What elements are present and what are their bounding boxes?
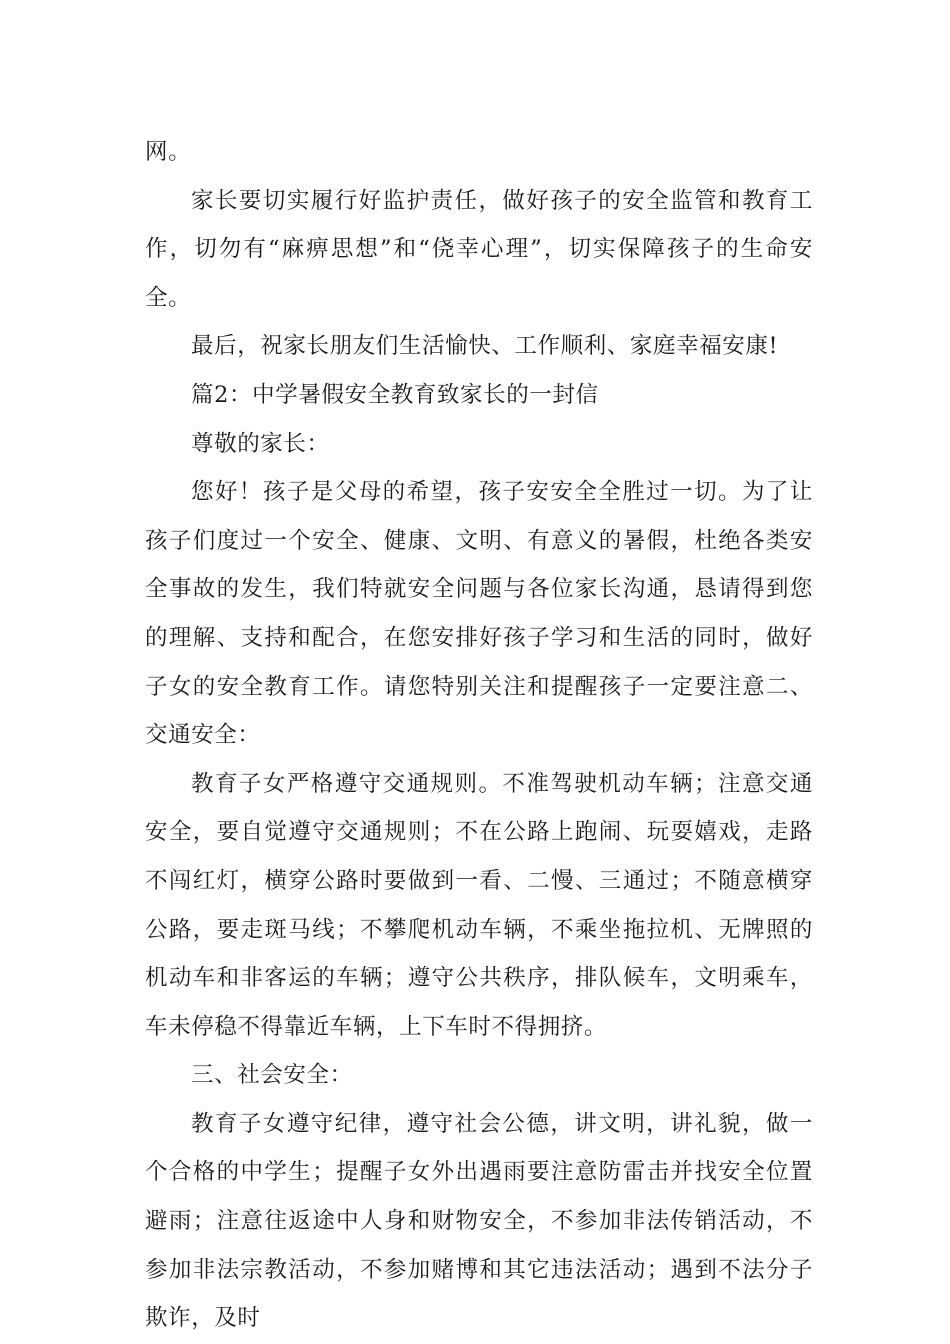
paragraph-greeting: 您好！孩子是父母的希望，孩子安安全全胜过一切。为了让孩子们度过一个安全、健康、文明、有意义的暑假，杜绝各类安全事故的发生，我们特就安全问题与各位家长沟通，恳请得到您的理解、支持和配合，在您安排好孩子学习和生活的同时，做好子女的安全教育工作。请您特别关注和提醒孩子一定要注意二、交通安全： — [145, 479, 813, 749]
paragraph-traffic-safety: 教育子女严格遵守交通规则。不准驾驶机动车辆；注意交通安全，要自觉遵守交通规则；不在公路上跑闹、玩耍嬉戏，走路不闯红灯，横穿公路时要做到一看、二慢、三通过；不随意横穿公路，要走斑马线；不攀爬机动车辆，不乘坐拖拉机、无牌照的机动车和非客运的车辆；遵守公共秩序，排队候车，文明乘车，车未停稳不得靠近车辆，上下车时不得拥挤。 — [145, 770, 813, 1040]
paragraph-salutation: 尊敬的家长： — [191, 430, 330, 457]
paragraph-guardian-duty: 家长要切实履行好监护责任，做好孩子的安全监管和教育工作，切勿有“麻痹思想”和“侥幸心理”，切实保障孩子的生命安全。 — [145, 187, 813, 311]
paragraph-continuation: 网。 — [145, 139, 192, 165]
paragraph-social-safety: 教育子女遵守纪律，遵守社会公德，讲文明，讲礼貌，做一个合格的中学生；提醒子女外出遇雨要注意防雷击并找安全位置避雨；注意往返途中人身和财物安全，不参加非法传销活动，不参加非法宗教活动，不参加赌博和其它违法活动；遇到不法分子欺诈，及时 — [145, 1110, 813, 1332]
section-heading-social-safety: 三、社会安全： — [191, 1062, 353, 1089]
section-heading-letter-2: 篇2：中学暑假安全教育致家长的一封信 — [191, 381, 599, 408]
document-body — [145, 128, 813, 1343]
paragraph-closing-wishes: 最后，祝家长朋友们生活愉快、工作顺利、家庭幸福安康! — [191, 333, 779, 360]
